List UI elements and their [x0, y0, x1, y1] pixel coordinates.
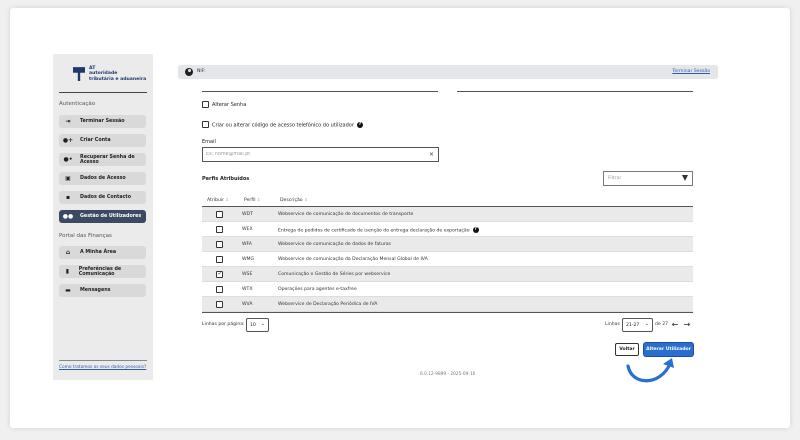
divider — [59, 360, 147, 361]
change-password-label: Alterar Senha — [212, 102, 247, 108]
table-row — [202, 207, 693, 222]
sidebar-item-create-account[interactable] — [59, 134, 146, 147]
sidebar-item-label: Dados de Contacto — [80, 195, 132, 200]
table-header — [202, 194, 693, 207]
assign-checkbox[interactable] — [216, 241, 223, 248]
assign-checkbox[interactable] — [216, 271, 223, 278]
help-icon[interactable]: ? — [474, 227, 477, 232]
sort-icon: ⇕ — [304, 197, 308, 202]
assign-checkbox[interactable] — [216, 226, 223, 233]
sort-icon: ⇕ — [225, 197, 229, 202]
sidebar-item-access-data[interactable] — [59, 172, 146, 185]
users-icon: ●● — [62, 213, 74, 220]
column-header-description[interactable]: Descrição ⇕ — [280, 197, 308, 203]
profile-code: WTX — [242, 287, 253, 292]
sort-icon: ⇕ — [256, 197, 261, 202]
table-row — [202, 222, 693, 237]
column-header-assign[interactable]: Atribuir ⇕ — [207, 197, 229, 203]
update-user-button[interactable]: Alterar Utilizador — [644, 343, 693, 356]
sidebar-item-label: Mensagens — [80, 288, 111, 293]
filter-placeholder: Filtrar — [608, 176, 622, 181]
next-page-button[interactable]: → — [683, 320, 691, 329]
email-field[interactable] — [202, 147, 439, 162]
filter-select[interactable] — [603, 171, 693, 186]
rows-per-page-select[interactable] — [246, 318, 269, 332]
profile-code: WMG — [242, 257, 255, 262]
sidebar-item-recover-password[interactable] — [59, 153, 146, 166]
column-header-profile[interactable]: Perfil ⇕ — [244, 197, 261, 203]
rows-per-page-value: 10 — [250, 323, 256, 328]
sidebar — [53, 54, 153, 380]
profile-code: WEX — [242, 227, 253, 232]
home-icon: ⌂ — [65, 249, 71, 256]
profile-code: WVA — [242, 302, 253, 307]
phone-icon: ▮ — [65, 268, 70, 275]
help-icon[interactable]: ? — [358, 122, 362, 127]
profiles-table — [202, 194, 693, 313]
at-logo-mark — [73, 67, 85, 81]
sidebar-item-label: A Minha Área — [80, 250, 117, 255]
sidebar-item-label: Preferências de Comunicação — [78, 266, 122, 277]
logo-line2: tributária e aduaneira — [89, 76, 147, 82]
contact-card-icon: ▪ — [65, 194, 71, 201]
sidebar-item-label: Gestão de Utilizadores — [80, 214, 142, 219]
lines-total: de 27 — [655, 322, 669, 327]
profile-description: Webservice de comunicação de dados de faturas — [278, 242, 391, 247]
top-bar — [178, 65, 718, 79]
profile-description: Operações para agentes e-taxfree — [278, 287, 357, 292]
sidebar-item-logout[interactable] — [59, 115, 146, 128]
logout-link[interactable]: Terminar Sessão — [672, 69, 710, 74]
chevron-down-icon: ⌄ — [644, 321, 649, 327]
clear-icon[interactable]: × — [429, 151, 435, 158]
assign-checkbox[interactable] — [216, 211, 223, 218]
logo-line1: autoridade — [89, 71, 118, 77]
privacy-link[interactable]: Como tratamos os seus dados pessoais? — [59, 365, 147, 370]
logo-brand: AT — [89, 66, 96, 71]
profile-description: Webservice de Declaração Periódica de IVA — [278, 302, 378, 307]
table-row — [202, 297, 693, 312]
section-title-portal: Portal das Finanças — [59, 233, 112, 239]
add-user-icon: ●+ — [62, 137, 74, 144]
divider — [202, 312, 693, 313]
sidebar-item-communication-prefs[interactable] — [59, 265, 146, 278]
at-logo[interactable] — [73, 66, 146, 82]
sidebar-item-messages[interactable] — [59, 284, 146, 297]
rows-per-page-label: Linhas por página: — [202, 322, 245, 327]
sidebar-item-label: Criar Conta — [80, 138, 111, 143]
assign-checkbox[interactable] — [216, 301, 223, 308]
user-icon — [185, 68, 193, 76]
profiles-title: Perfis Atribuídos — [202, 176, 250, 182]
profile-description: Webservice de comunicação de documentos de transporte — [278, 212, 414, 217]
filter-icon — [682, 175, 688, 181]
assign-checkbox[interactable] — [216, 286, 223, 293]
email-label: Email — [202, 139, 216, 145]
sidebar-item-my-area[interactable] — [59, 246, 146, 259]
table-row — [202, 252, 693, 267]
section-title-auth: Autenticação — [59, 101, 96, 107]
access-code-checkbox[interactable] — [202, 121, 209, 128]
assign-checkbox[interactable] — [216, 256, 223, 263]
lines-range-select[interactable] — [622, 318, 653, 332]
message-icon: ▬ — [65, 287, 71, 294]
sidebar-item-label: Terminar Sessão — [80, 119, 125, 124]
table-row — [202, 237, 693, 252]
recover-user-icon: ●• — [63, 156, 73, 163]
table-row — [202, 267, 693, 282]
divider — [202, 91, 438, 92]
profile-description: Webservice de comunicação da Declaração Mensal Global de IVA — [278, 257, 428, 262]
divider — [59, 92, 147, 93]
table-row — [202, 282, 693, 297]
back-button[interactable]: Voltar — [615, 343, 639, 356]
lines-range-value: 21-27 — [626, 323, 640, 328]
sidebar-item-label: Recuperar Senha de Acesso — [80, 154, 135, 165]
profile-description: Entrega de pedidos de certificado de isenção do entrega declaração de exportação — [278, 228, 470, 234]
sidebar-item-contact-data[interactable] — [59, 191, 146, 204]
sidebar-item-user-management[interactable] — [59, 210, 146, 223]
profile-code: WFA — [242, 242, 252, 247]
lines-label: Linhas — [605, 322, 620, 327]
profile-code: WSE — [242, 272, 253, 277]
access-code-label: Criar ou alterar código de acesso telefónico do utilizador — [212, 122, 354, 129]
id-card-icon: ▣ — [65, 175, 71, 182]
profile-code: WDT — [242, 212, 253, 217]
user-nif-label: NIF: — [197, 69, 206, 74]
divider — [457, 91, 693, 92]
previous-page-button[interactable]: ← — [671, 320, 679, 329]
chevron-down-icon: ⌄ — [260, 321, 265, 327]
sidebar-item-label: Dados de Acesso — [80, 176, 126, 181]
curved-arrow-annotation — [620, 352, 680, 388]
change-password-checkbox[interactable] — [202, 101, 209, 108]
profile-description: Comunicação e Gestão de Séries por webservice — [278, 272, 391, 277]
version-text: 6.0.12-9899 - 2025-09-16 — [420, 372, 476, 377]
logout-icon: ⇥ — [65, 118, 71, 125]
